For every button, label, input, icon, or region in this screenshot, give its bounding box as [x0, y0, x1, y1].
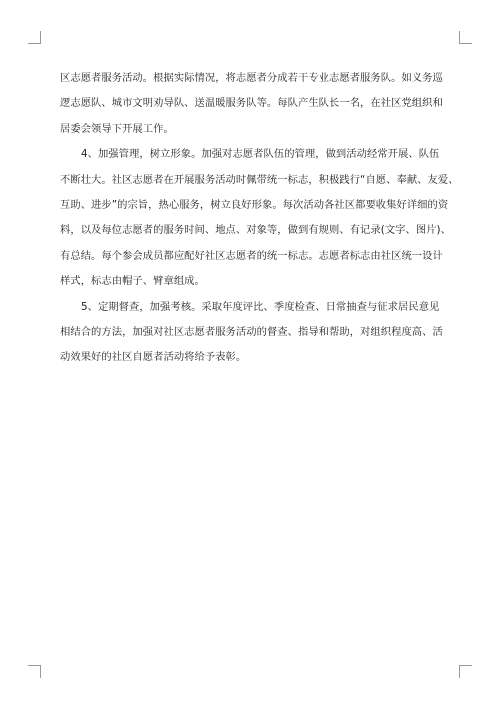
crop-mark-bottom-left	[28, 665, 41, 678]
text-line: 样式，标志由帽子、臂章组成。	[60, 275, 205, 288]
text-line: 有总结。每个参会成员都应配好社区志愿者的统一标志。志愿者标志由社区统一设计	[60, 249, 443, 262]
crop-mark-bottom-right	[459, 665, 472, 678]
crop-mark-top-left	[28, 31, 41, 44]
document-body	[60, 66, 459, 371]
text-line: 居委会领导下开展工作。	[60, 122, 174, 135]
text-line: 逻志愿队、城市文明劝导队、送温暖服务队等。每队产生队长一名，在社区党组织和	[60, 97, 443, 110]
text-line: 区志愿者服务活动。根据实际情况，将志愿者分成若干专业志愿者服务队。如义务巡	[60, 72, 443, 84]
paragraph-5-heading-line: 5、定期督查，加强考核。采取年度评比、季度检查、日常抽查与征求居民意见	[81, 300, 440, 313]
text-line: 料，以及每位志愿者的服务时间、地点、对象等，做到有规则、有记录(文字、图片)、	[60, 224, 451, 237]
text-line: 动效果好的社区自愿者活动将给予表彰。	[60, 351, 247, 364]
text-line: 相结合的方法，加强对社区志愿者服务活动的督查、指导和帮助，对组织程度高、活	[60, 325, 443, 338]
text-line: 不断壮大。社区志愿者在开展服务活动时佩带统一标志，积极践行“自愿、奉献、友爱、	[60, 173, 459, 186]
paragraph-4-heading-line: 4、加强管理，树立形象。加强对志愿者队伍的管理，做到活动经常开展、队伍	[81, 148, 440, 161]
crop-mark-top-right	[459, 31, 472, 44]
text-line: 互助、进步”的宗旨，热心服务，树立良好形象。每次活动各社区都要收集好详细的资	[60, 198, 449, 211]
